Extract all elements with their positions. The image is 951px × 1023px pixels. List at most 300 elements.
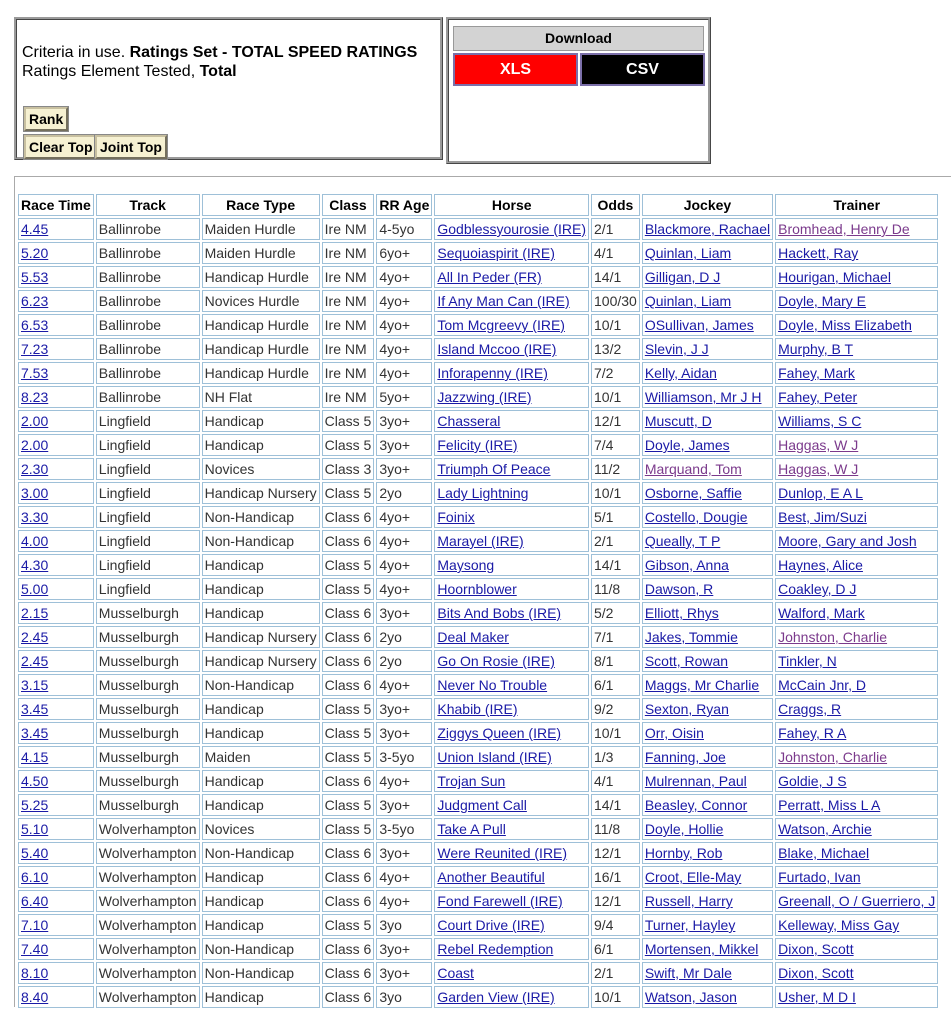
jockey-cell (642, 386, 773, 408)
jockey-link[interactable]: Blackmore, Rachael (644, 221, 771, 237)
trainer-link[interactable]: Fahey, Mark (778, 365, 855, 381)
race-time-link[interactable]: 7.53 (21, 365, 49, 381)
rr-age-cell (376, 698, 432, 720)
jockey-link[interactable]: Swift, Mr Dale (644, 965, 732, 981)
trainer-link[interactable]: Dixon, Scott (778, 965, 854, 981)
rr-age-cell (376, 242, 432, 264)
horse-link[interactable]: If Any Man Can (IRE) (437, 293, 570, 309)
trainer-link[interactable]: Williams, S C (778, 413, 862, 429)
race-time-link[interactable]: 2.30 (21, 461, 49, 477)
race-time-link[interactable]: 3.30 (21, 509, 49, 525)
jockey-cell (642, 338, 773, 360)
jockey-link[interactable]: Turner, Hayley (644, 917, 736, 933)
track-cell: Musselburgh (98, 701, 179, 717)
horse-link[interactable]: Lady Lightning (437, 485, 529, 501)
race-type-cell: Non-Handicap (204, 677, 295, 693)
race-type-cell: Handicap (204, 413, 264, 429)
class-cell (322, 890, 375, 912)
jockey-link[interactable]: Williamson, Mr J H (644, 389, 762, 405)
trainer-cell (775, 626, 938, 648)
header-trainer[interactable]: Trainer (775, 194, 938, 216)
jockey-link[interactable]: Scott, Rowan (644, 653, 729, 669)
download-csv-button[interactable]: CSV (580, 53, 705, 86)
trainer-link[interactable]: Walford, Mark (778, 605, 865, 621)
jockey-link[interactable]: Muscutt, D (644, 413, 712, 429)
rr-age-cell: 3yo+ (379, 941, 411, 957)
jockey-link[interactable]: Queally, T P (644, 533, 721, 549)
odds-cell: 2/1 (594, 221, 614, 237)
class-cell: Class 6 (324, 869, 372, 885)
race-time-link[interactable]: 3.15 (21, 677, 49, 693)
jockey-link[interactable]: Maggs, Mr Charlie (644, 677, 760, 693)
trainer-cell (775, 866, 938, 888)
race-type-cell: Maiden Hurdle (204, 245, 296, 261)
clear-top-button[interactable]: Clear Top (24, 135, 98, 159)
jockey-link[interactable]: Doyle, James (644, 437, 730, 453)
odds-cell (591, 482, 640, 504)
track-cell (96, 530, 200, 552)
jockey-link[interactable]: Kelly, Aidan (644, 365, 717, 381)
trainer-link[interactable]: Furtado, Ivan (778, 869, 861, 885)
header-race-time[interactable]: Race Time (18, 194, 94, 216)
odds-cell: 10/1 (594, 389, 622, 405)
trainer-link[interactable]: Blake, Michael (778, 845, 870, 861)
race-time-link[interactable]: 3.45 (21, 701, 49, 717)
rr-age-cell (376, 770, 432, 792)
horse-link[interactable]: Another Beautiful (437, 869, 545, 885)
race-time-link[interactable]: 5.10 (21, 821, 49, 837)
horse-link[interactable]: Maysong (437, 557, 495, 573)
trainer-link[interactable]: Doyle, Mary E (778, 293, 867, 309)
trainer-cell (775, 650, 938, 672)
trainer-link[interactable]: Murphy, B T (778, 341, 854, 357)
race-time-link[interactable]: 6.40 (21, 893, 49, 909)
horse-cell (434, 818, 589, 840)
trainer-link[interactable]: Fahey, Peter (778, 389, 858, 405)
horse-link[interactable]: Judgment Call (437, 797, 527, 813)
horse-link[interactable]: Khabib (IRE) (437, 701, 518, 717)
horse-cell (434, 626, 589, 648)
trainer-link[interactable]: Dixon, Scott (778, 941, 854, 957)
odds-cell (591, 890, 640, 912)
track-cell: Ballinrobe (98, 293, 162, 309)
race-type-cell: NH Flat (204, 389, 253, 405)
class-cell: Class 5 (324, 797, 372, 813)
jockey-link[interactable]: Sexton, Ryan (644, 701, 729, 717)
odds-cell (591, 242, 640, 264)
class-cell: Class 6 (324, 629, 372, 645)
class-cell: Class 5 (324, 917, 372, 933)
trainer-link[interactable]: Haggas, W J (778, 461, 859, 477)
class-cell (322, 410, 375, 432)
rr-age-cell: 2yo (379, 629, 402, 645)
race-type-cell: Maiden Hurdle (204, 221, 296, 237)
jockey-link[interactable]: Hornby, Rob (644, 845, 723, 861)
race-time-cell (18, 218, 94, 240)
race-time-link[interactable]: 7.23 (21, 341, 49, 357)
race-time-cell (18, 794, 94, 816)
race-time-link[interactable]: 5.53 (21, 269, 49, 285)
track-cell: Musselburgh (98, 749, 179, 765)
horse-link[interactable]: Go On Rosie (IRE) (437, 653, 555, 669)
race-time-cell (18, 434, 94, 456)
class-cell (322, 602, 375, 624)
trainer-link[interactable]: Goldie, J S (778, 773, 847, 789)
race-type-cell: Novices Hurdle (204, 293, 300, 309)
horse-cell (434, 770, 589, 792)
track-cell: Lingfield (98, 437, 151, 453)
track-cell (96, 218, 200, 240)
trainer-link[interactable]: McCain Jnr, D (778, 677, 867, 693)
table-row (18, 986, 938, 1008)
odds-cell: 10/1 (594, 725, 622, 741)
trainer-link[interactable]: Dunlop, E A L (778, 485, 863, 501)
race-time-link[interactable]: 5.20 (21, 245, 49, 261)
jockey-cell (642, 818, 773, 840)
odds-cell: 14/1 (594, 797, 622, 813)
table-row (18, 338, 938, 360)
race-type-cell (202, 482, 320, 504)
horse-cell (434, 410, 589, 432)
trainer-link[interactable]: Fahey, R A (778, 725, 847, 741)
rr-age-cell (376, 938, 432, 960)
header-horse[interactable]: Horse (434, 194, 589, 216)
results-table (16, 192, 940, 1010)
horse-link[interactable]: Inforapenny (IRE) (437, 365, 548, 381)
jockey-cell (642, 458, 773, 480)
horse-link[interactable]: Take A Pull (437, 821, 506, 837)
jockey-link[interactable]: Elliott, Rhys (644, 605, 719, 621)
jockey-link[interactable]: Dawson, R (644, 581, 714, 597)
race-time-link[interactable]: 3.45 (21, 725, 49, 741)
rr-age-cell: 4yo+ (379, 509, 411, 525)
track-cell: Musselburgh (98, 797, 179, 813)
rr-age-cell: 3yo+ (379, 965, 411, 981)
track-cell: Ballinrobe (98, 389, 162, 405)
race-time-link[interactable]: 8.10 (21, 965, 49, 981)
trainer-cell (775, 242, 938, 264)
horse-cell (434, 890, 589, 912)
trainer-cell (775, 698, 938, 720)
track-cell: Lingfield (98, 533, 151, 549)
jockey-link[interactable]: Costello, Dougie (644, 509, 748, 525)
class-cell (322, 362, 375, 384)
track-cell: Musselburgh (98, 605, 179, 621)
header-race-type[interactable]: Race Type (202, 194, 320, 216)
table-row (18, 434, 938, 456)
horse-link[interactable]: Sequoiaspirit (IRE) (437, 245, 555, 261)
rr-age-cell: 3yo+ (379, 725, 411, 741)
horse-link[interactable]: Garden View (IRE) (437, 989, 555, 1005)
horse-link[interactable]: Were Reunited (IRE) (437, 845, 568, 861)
race-time-link[interactable]: 2.00 (21, 437, 49, 453)
jockey-link[interactable]: Doyle, Hollie (644, 821, 724, 837)
rr-age-cell (376, 674, 432, 696)
header-track[interactable]: Track (96, 194, 200, 216)
horse-link[interactable]: Rebel Redemption (437, 941, 554, 957)
race-time-cell (18, 914, 94, 936)
jockey-link[interactable]: Mortensen, Mikkel (644, 941, 759, 957)
race-time-link[interactable]: 6.53 (21, 317, 49, 333)
horse-cell (434, 554, 589, 576)
horse-link[interactable]: Coast (437, 965, 474, 981)
table-row (18, 530, 938, 552)
race-time-cell (18, 770, 94, 792)
table-row (18, 722, 938, 744)
trainer-cell (775, 914, 938, 936)
race-type-cell (202, 458, 320, 480)
jockey-cell (642, 506, 773, 528)
race-time-link[interactable]: 4.15 (21, 749, 49, 765)
trainer-link[interactable]: Greenall, O / Guerriero, J (778, 893, 936, 909)
jockey-link[interactable]: Osborne, Saffie (644, 485, 742, 501)
rr-age-cell (376, 506, 432, 528)
odds-cell: 10/1 (594, 989, 622, 1005)
horse-link[interactable]: Jazzwing (IRE) (437, 389, 532, 405)
race-type-cell: Novices (204, 461, 255, 477)
jockey-link[interactable]: Beasley, Connor (644, 797, 748, 813)
race-time-link[interactable]: 6.23 (21, 293, 49, 309)
jockey-cell (642, 674, 773, 696)
race-time-cell (18, 338, 94, 360)
joint-top-button[interactable]: Joint Top (95, 135, 167, 159)
horse-link[interactable]: Trojan Sun (437, 773, 506, 789)
jockey-cell (642, 698, 773, 720)
rr-age-cell: 4yo+ (379, 365, 411, 381)
trainer-link[interactable]: Tinkler, N (778, 653, 837, 669)
horse-link[interactable]: Never No Trouble (437, 677, 548, 693)
odds-cell: 1/3 (594, 749, 614, 765)
trainer-cell (775, 290, 938, 312)
trainer-link[interactable]: Best, Jim/Suzi (778, 509, 867, 525)
horse-cell (434, 842, 589, 864)
horse-link[interactable]: Godblessyourosie (IRE) (437, 221, 586, 237)
jockey-link[interactable]: Orr, Oisin (644, 725, 704, 741)
rr-age-cell (376, 794, 432, 816)
rr-age-cell: 4yo+ (379, 557, 411, 573)
race-time-link[interactable]: 2.00 (21, 413, 49, 429)
race-type-cell (202, 770, 320, 792)
table-row (18, 314, 938, 336)
horse-cell (434, 362, 589, 384)
race-time-link[interactable]: 5.40 (21, 845, 49, 861)
class-cell (322, 914, 375, 936)
jockey-link[interactable]: Gilligan, D J (644, 269, 721, 285)
race-type-cell: Maiden (204, 749, 251, 765)
race-type-cell: Handicap (204, 797, 264, 813)
class-cell (322, 530, 375, 552)
odds-cell: 11/8 (594, 821, 621, 837)
header-odds[interactable]: Odds (591, 194, 640, 216)
class-cell (322, 434, 375, 456)
jockey-link[interactable]: Marquand, Tom (644, 461, 742, 477)
trainer-link[interactable]: Hourigan, Michael (778, 269, 891, 285)
jockey-link[interactable]: Watson, Jason (644, 989, 737, 1005)
header-jockey[interactable]: Jockey (642, 194, 773, 216)
trainer-link[interactable]: Haynes, Alice (778, 557, 863, 573)
trainer-link[interactable]: Perratt, Miss L A (778, 797, 881, 813)
trainer-cell (775, 722, 938, 744)
horse-cell (434, 530, 589, 552)
jockey-link[interactable]: Quinlan, Liam (644, 293, 732, 309)
horse-link[interactable]: All In Peder (FR) (437, 269, 542, 285)
horse-cell (434, 650, 589, 672)
jockey-link[interactable]: Jakes, Tommie (644, 629, 738, 645)
trainer-link[interactable]: Kelleway, Miss Gay (778, 917, 900, 933)
jockey-cell (642, 266, 773, 288)
trainer-link[interactable]: Johnston, Charlie (778, 629, 888, 645)
rr-age-cell (376, 626, 432, 648)
odds-cell: 5/1 (594, 509, 614, 525)
rr-age-cell: 3yo+ (379, 701, 411, 717)
trainer-link[interactable]: Usher, M D I (778, 989, 856, 1005)
jockey-cell (642, 434, 773, 456)
trainer-link[interactable]: Haggas, W J (778, 437, 859, 453)
race-time-cell (18, 530, 94, 552)
race-type-cell (202, 842, 320, 864)
odds-cell (591, 674, 640, 696)
horse-link[interactable]: Fond Farewell (IRE) (437, 893, 563, 909)
race-type-cell (202, 938, 320, 960)
horse-link[interactable]: Hoornblower (437, 581, 517, 597)
horse-cell (434, 698, 589, 720)
track-cell: Ballinrobe (98, 317, 162, 333)
table-row (18, 674, 938, 696)
jockey-cell (642, 290, 773, 312)
odds-cell (591, 578, 640, 600)
race-time-link[interactable]: 8.40 (21, 989, 49, 1005)
race-time-link[interactable]: 3.00 (21, 485, 49, 501)
horse-link[interactable]: Marayel (IRE) (437, 533, 524, 549)
trainer-cell (775, 986, 938, 1008)
jockey-cell (642, 962, 773, 984)
race-time-link[interactable]: 4.50 (21, 773, 49, 789)
class-cell (322, 458, 375, 480)
race-time-link[interactable]: 4.00 (21, 533, 49, 549)
race-time-link[interactable]: 2.15 (21, 605, 49, 621)
trainer-link[interactable]: Bromhead, Henry De (778, 221, 910, 237)
jockey-link[interactable]: Croot, Elle-May (644, 869, 742, 885)
trainer-link[interactable]: Moore, Gary and Josh (778, 533, 917, 549)
download-xls-button[interactable]: XLS (453, 53, 578, 86)
race-time-link[interactable]: 4.45 (21, 221, 49, 237)
race-time-link[interactable]: 4.30 (21, 557, 49, 573)
table-row (18, 458, 938, 480)
class-cell (322, 794, 375, 816)
odds-cell (591, 914, 640, 936)
rr-age-cell (376, 986, 432, 1008)
horse-link[interactable]: Union Island (IRE) (437, 749, 552, 765)
horse-link[interactable]: Tom Mcgreevy (IRE) (437, 317, 565, 333)
jockey-link[interactable]: Fanning, Joe (644, 749, 726, 765)
class-cell (322, 722, 375, 744)
rr-age-cell (376, 554, 432, 576)
race-time-cell (18, 890, 94, 912)
horse-link[interactable]: Triumph Of Peace (437, 461, 551, 477)
header-rr-age[interactable]: RR Age (376, 194, 432, 216)
trainer-link[interactable]: Hackett, Ray (778, 245, 859, 261)
race-time-link[interactable]: 8.23 (21, 389, 49, 405)
rr-age-cell: 3-5yo (379, 821, 415, 837)
track-cell (96, 986, 200, 1008)
rr-age-cell: 3yo+ (379, 461, 411, 477)
odds-cell (591, 746, 640, 768)
jockey-link[interactable]: Russell, Harry (644, 893, 733, 909)
odds-cell: 12/1 (594, 413, 622, 429)
horse-link[interactable]: Bits And Bobs (IRE) (437, 605, 562, 621)
race-type-cell: Handicap (204, 581, 264, 597)
class-cell: Class 6 (324, 965, 372, 981)
download-heading: Download (453, 26, 704, 51)
race-time-link[interactable]: 6.10 (21, 869, 49, 885)
horse-link[interactable]: Felicity (IRE) (437, 437, 518, 453)
jockey-link[interactable]: Quinlan, Liam (644, 245, 732, 261)
race-type-cell: Handicap (204, 701, 264, 717)
race-type-cell (202, 578, 320, 600)
race-time-link[interactable]: 7.10 (21, 917, 49, 933)
race-time-cell (18, 650, 94, 672)
horse-link[interactable]: Chasseral (437, 413, 501, 429)
horse-link[interactable]: Foinix (437, 509, 475, 525)
odds-cell: 9/2 (594, 701, 614, 717)
trainer-link[interactable]: Johnston, Charlie (778, 749, 888, 765)
track-cell: Wolverhampton (98, 821, 197, 837)
track-cell: Wolverhampton (98, 989, 197, 1005)
race-time-link[interactable]: 2.45 (21, 653, 49, 669)
race-time-link[interactable]: 5.25 (21, 797, 49, 813)
race-time-link[interactable]: 7.40 (21, 941, 49, 957)
trainer-cell (775, 602, 938, 624)
horse-link[interactable]: Court Drive (IRE) (437, 917, 545, 933)
odds-cell (591, 602, 640, 624)
jockey-link[interactable]: OSullivan, James (644, 317, 754, 333)
jockey-cell (642, 530, 773, 552)
horse-link[interactable]: Deal Maker (437, 629, 509, 645)
jockey-link[interactable]: Gibson, Anna (644, 557, 729, 573)
jockey-link[interactable]: Mulrennan, Paul (644, 773, 747, 789)
race-type-cell (202, 314, 320, 336)
header-class[interactable]: Class (322, 194, 375, 216)
jockey-cell (642, 482, 773, 504)
race-time-link[interactable]: 5.00 (21, 581, 49, 597)
track-cell: Ballinrobe (98, 245, 162, 261)
trainer-link[interactable]: Craggs, R (778, 701, 842, 717)
rank-button[interactable]: Rank (24, 107, 68, 131)
rr-age-cell: 4yo+ (379, 677, 411, 693)
rr-age-cell (376, 962, 432, 984)
odds-cell (591, 698, 640, 720)
race-type-cell: Handicap Hurdle (204, 269, 309, 285)
trainer-link[interactable]: Doyle, Miss Elizabeth (778, 317, 912, 333)
class-cell: Class 6 (324, 989, 372, 1005)
race-time-cell (18, 866, 94, 888)
race-time-cell (18, 506, 94, 528)
trainer-link[interactable]: Coakley, D J (778, 581, 857, 597)
horse-link[interactable]: Ziggys Queen (IRE) (437, 725, 562, 741)
jockey-cell (642, 602, 773, 624)
track-cell (96, 746, 200, 768)
race-time-link[interactable]: 2.45 (21, 629, 49, 645)
class-cell: Class 5 (324, 725, 372, 741)
jockey-link[interactable]: Slevin, J J (644, 341, 709, 357)
jockey-cell (642, 914, 773, 936)
rr-age-cell (376, 410, 432, 432)
class-cell: Ire NM (324, 317, 367, 333)
horse-link[interactable]: Island Mccoo (IRE) (437, 341, 557, 357)
trainer-link[interactable]: Watson, Archie (778, 821, 872, 837)
rr-age-cell: 6yo+ (379, 245, 411, 261)
jockey-cell (642, 746, 773, 768)
